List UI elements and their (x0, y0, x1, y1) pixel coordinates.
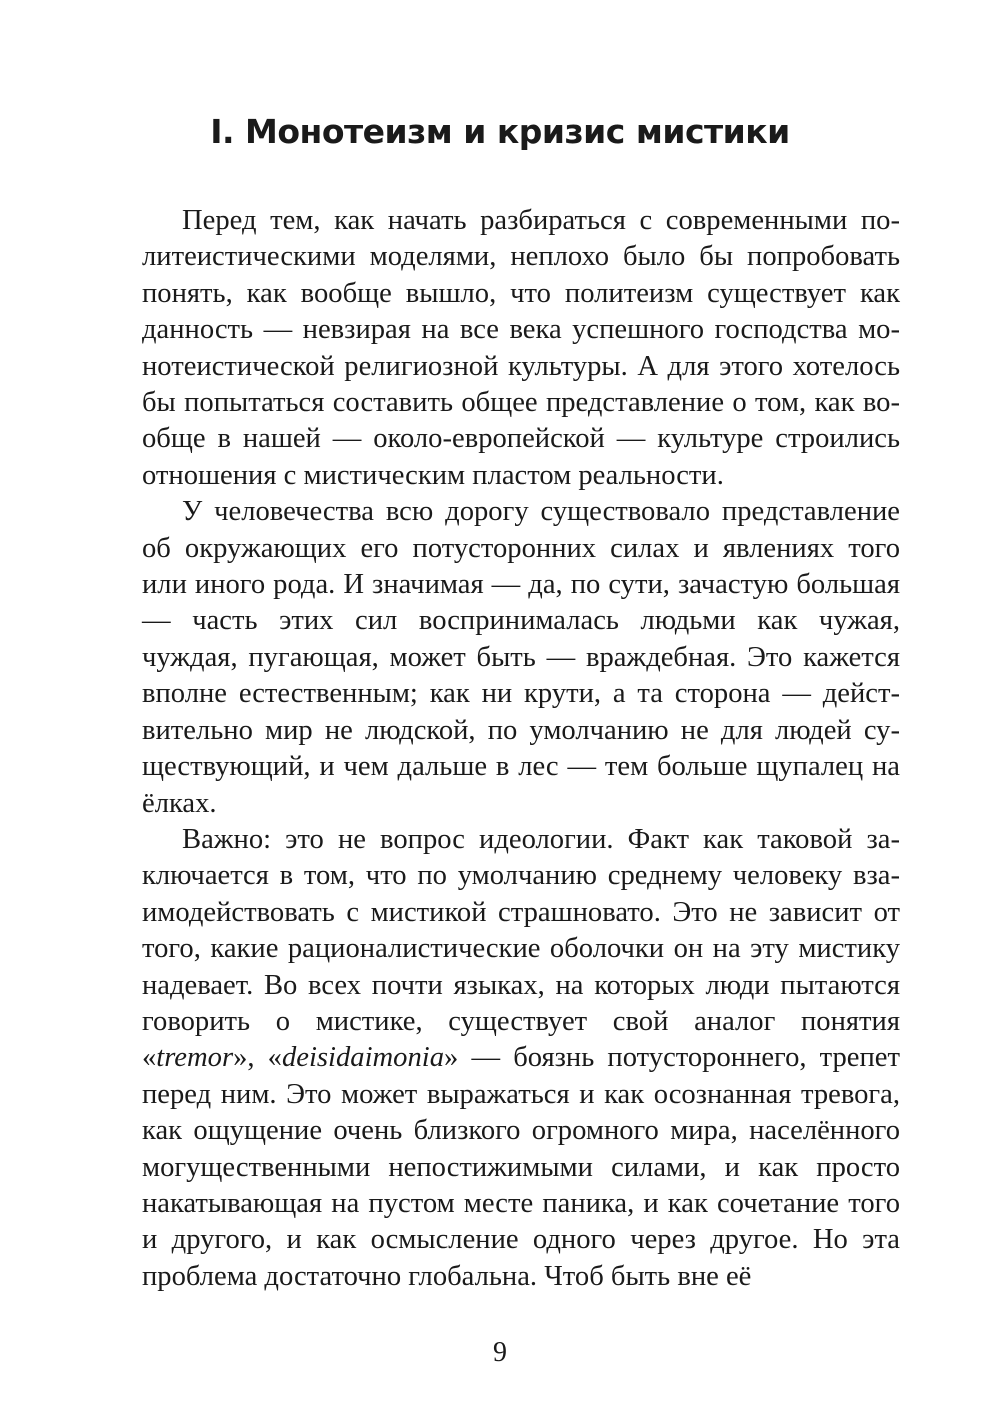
chapter-title: I. Монотеизм и кризис мистики (210, 112, 790, 151)
paragraph-3-text-before: Важно: это не вопрос идеологии. Факт как таковой заключается в том, что по умолчанию среднему человеку взаимодействовать с мистикой страшновато. Это не зависит от того, какие рационалистические оболочки он на эту мистику надевает. Во всех почти языках, на которых люди пытаются говорить о мистике, существует свой аналог понятия « (142, 823, 900, 1074)
paragraph-1: Перед тем, как начать разбираться с современными политеистическими моделями, неплохо было бы попробовать понять, как вообще вышло, что политеизм существует как данность — невзирая на все века успешного господства монотеистической религиозной культуры. А для этого хотелось бы попытаться составить общее представление о том, как вообще в нашей — около-европейской — культуре строились отношения с мистическим пластом реальности. (142, 205, 900, 491)
chapter-body (142, 203, 900, 1295)
page-number: 9 (493, 1337, 507, 1368)
paragraph-3-text-middle: », « (233, 1042, 282, 1074)
paragraph-3 (142, 822, 900, 1295)
paragraph-3-text-after: » — боязнь потустороннего, трепет перед ним. Это может выражаться и как осознанная тревога, как ощущение очень близкого огромного мира, населённого могущественными непостижимыми силами, и как просто накатывающая на пустом месте паника, и как сочетание того и другого, и как осмысление одного через другое. Но эта проблема достаточно глобальна. Чтоб быть вне её (142, 1042, 900, 1292)
greek-term-deisidaimonia: deisidaimonia (281, 1042, 444, 1074)
latin-term-tremor: tremor (156, 1042, 234, 1074)
paragraph-2: У человечества всю дорогу существовало представление об окружающих его потусторонних силах и явлениях того или иного рода. И значимая — да, по сути, зачастую большая — часть этих сил воспринималась людьми как чужая, чуждая, пугающая, может быть — враждебная. Это кажется вполне естественным; как ни крути, а та сторона — действительно мир не людской, по умолчанию не для людей существующий, и чем дальше в лес — тем больше щупалец на ёлках. (142, 496, 900, 819)
